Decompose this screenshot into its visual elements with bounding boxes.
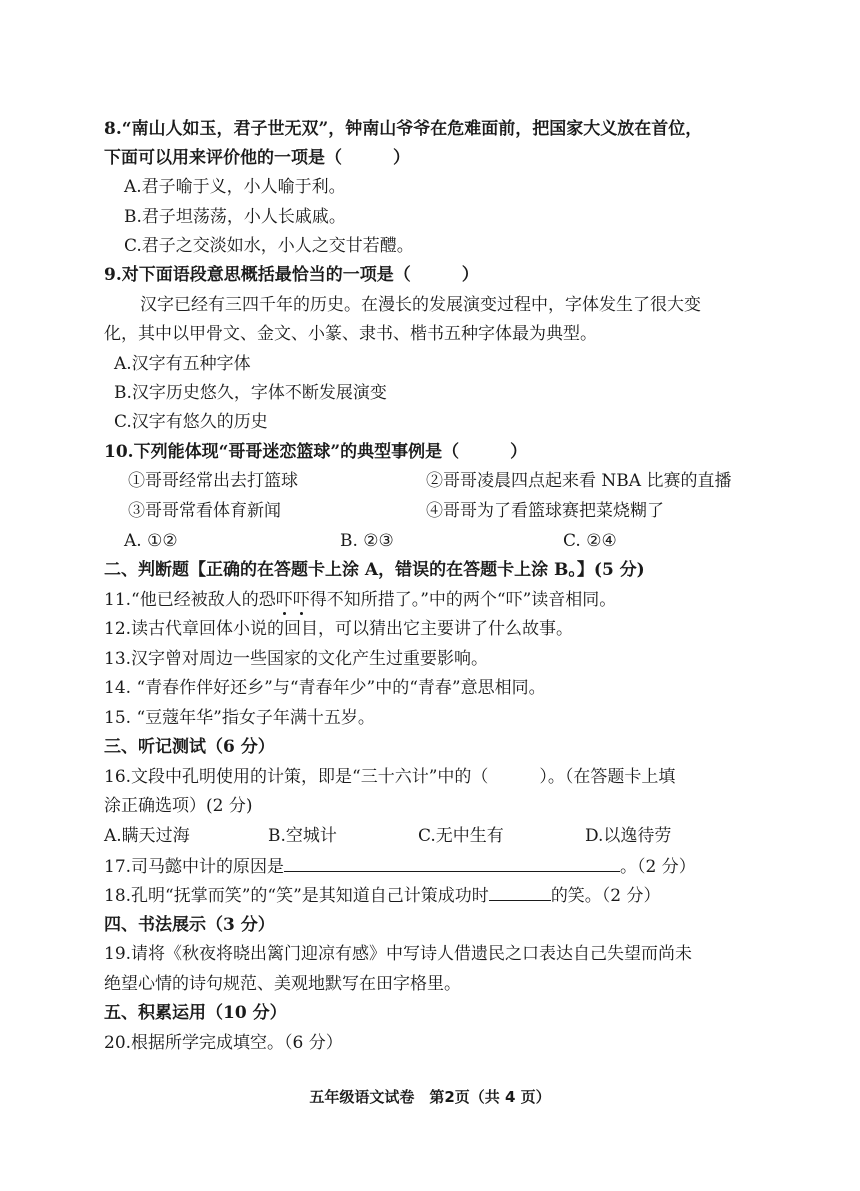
q14-statement: 14. “青春作伴好还乡”与“青春年少”中的“青春”意思相同。 [104, 678, 546, 698]
q8-option-c: C.君子之交淡如水，小人之交甘若醴。 [124, 236, 414, 256]
q16-option-d: D.以逸待劳 [585, 826, 672, 846]
q11-dotted-char-2: 吓 [292, 590, 310, 610]
q19-stem-line1: 19.请将《秋夜将晓出篱门迎凉有感》中写诗人借遗民之口表达自己失望而尚未 [104, 944, 693, 964]
q10-stem: 10.下列能体现“哥哥迷恋篮球”的典型事例是（ ） [104, 442, 528, 462]
q17-answer-blank[interactable] [284, 855, 620, 872]
q11-text-pre: 11.“他已经被敌人的恐 [104, 590, 276, 610]
q13-statement: 13.汉字曾对周边一些国家的文化产生过重要影响。 [104, 649, 489, 669]
q8-option-a: A.君子喻于义，小人喻于利。 [124, 177, 346, 197]
q17-question [104, 855, 696, 878]
q11-dotted-char-1: 吓 [275, 590, 293, 610]
q20-stem: 20.根据所学完成填空。（6 分） [104, 1033, 343, 1053]
q9-passage-line2: 化，其中以甲骨文、金文、小篆、隶书、楷书五种字体最为典型。 [104, 324, 597, 344]
q9-passage-line1: 汉字已经有三四千年的历史。在漫长的发展演变过程中，字体发生了很大变 [140, 295, 701, 315]
q18-text-pre: 18.孔明“抚掌而笑”的“笑”是其知道自己计策成功时 [104, 886, 489, 906]
q12-statement: 12.读古代章回体小说的回目，可以猜出它主要讲了什么故事。 [104, 619, 574, 639]
q18-answer-blank[interactable] [489, 884, 551, 901]
section3-heading: 三、听记测试（6 分） [104, 737, 275, 757]
section5-heading: 五、积累运用（10 分） [104, 1003, 287, 1023]
q19-stem-line2: 绝望心情的诗句规范、美观地默写在田字格里。 [104, 974, 461, 994]
q10-item-4: ④哥哥为了看篮球赛把菜烧糊了 [426, 501, 664, 521]
page-footer: 五年级语文试卷 第2页（共 4 页） [309, 1088, 551, 1106]
q18-text-post: 的笑。（2 分） [550, 886, 661, 906]
q8-stem-line2: 下面可以用来评价他的一项是（ ） [104, 148, 410, 168]
q9-option-b: B.汉字历史悠久，字体不断发展演变 [114, 383, 387, 403]
q8-stem-line1: 8.“南山人如玉，君子世无双”，钟南山爷爷在危难面前，把国家大义放在首位， [104, 119, 703, 139]
q9-option-a: A.汉字有五种字体 [114, 354, 251, 374]
q11-text-post: 得不知所措了。”中的两个“吓”读音相同。 [309, 590, 617, 610]
q16-option-a: A.瞒天过海 [104, 826, 190, 846]
section4-heading: 四、书法展示（3 分） [104, 915, 275, 935]
q15-statement: 15. “豆蔻年华”指女子年满十五岁。 [104, 708, 375, 728]
section2-heading: 二、判断题【正确的在答题卡上涂 A，错误的在答题卡上涂 B。】(5 分) [104, 560, 645, 580]
q16-stem-line1: 16.文段中孔明使用的计策，即是“三十六计”中的（ ）。（在答题卡上填 [104, 767, 676, 787]
q11-statement [104, 589, 616, 611]
q17-text-pre: 17.司马懿中计的原因是 [104, 857, 285, 877]
q10-item-2: ②哥哥凌晨四点起来看 NBA 比赛的直播 [426, 471, 732, 491]
q10-choice-c: C. ②④ [563, 531, 617, 551]
q9-option-c: C.汉字有悠久的历史 [114, 412, 268, 432]
q18-question [104, 884, 661, 907]
q16-stem-line2: 涂正确选项）(2 分) [104, 796, 253, 816]
q8-option-b: B.君子坦荡荡，小人长戚戚。 [124, 207, 346, 227]
q17-text-post: 。（2 分） [620, 857, 696, 877]
q10-item-1: ①哥哥经常出去打篮球 [128, 471, 298, 491]
q16-option-c: C.无中生有 [418, 826, 504, 846]
q10-choice-b: B. ②③ [340, 531, 394, 551]
q10-choice-a: A. ①② [124, 531, 178, 551]
q9-stem: 9.对下面语段意思概括最恰当的一项是（ ） [104, 265, 479, 285]
q10-item-3: ③哥哥常看体育新闻 [128, 501, 281, 521]
q16-option-b: B.空城计 [268, 826, 337, 846]
